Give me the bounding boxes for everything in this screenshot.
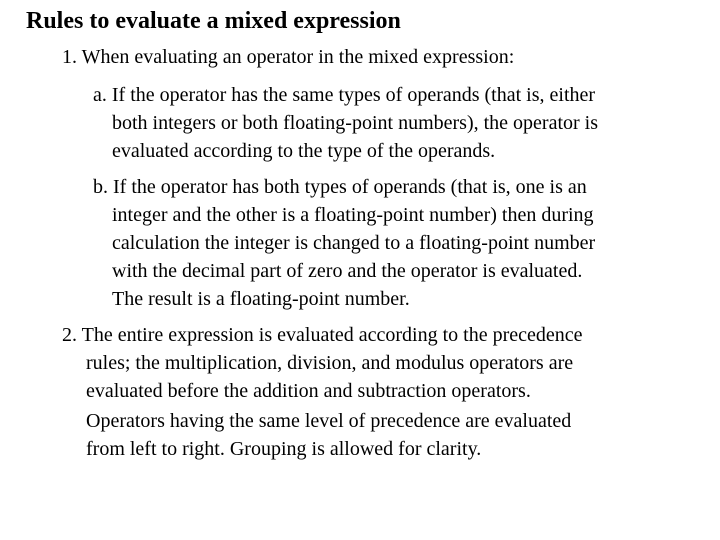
rule-1a-line-2: both integers or both floating-point numbers), the operator is: [112, 112, 599, 134]
rule-2-line-1: 2. The entire expression is evaluated according to the precedence: [62, 324, 583, 346]
rule-2-line-3: evaluated before the addition and subtraction operators.: [86, 380, 531, 402]
rule-1b-line-5: The result is a floating-point number.: [112, 288, 410, 310]
rule-2-line-4: Operators having the same level of precedence are evaluated: [86, 410, 572, 432]
slide-title: Rules to evaluate a mixed expression: [26, 8, 401, 34]
rule-1b-line-4: with the decimal part of zero and the operator is evaluated.: [112, 260, 583, 282]
rule-2-line-5: from left to right. Grouping is allowed for clarity.: [86, 438, 482, 460]
rule-1-line-1: 1. When evaluating an operator in the mixed expression:: [62, 46, 515, 68]
rule-1a-line-3: evaluated according to the type of the operands.: [112, 140, 496, 162]
rule-1b-line-1: b. If the operator has both types of operands (that is, one is an: [93, 176, 587, 198]
rule-1b-line-3: calculation the integer is changed to a floating-point number: [112, 232, 596, 254]
rule-2-line-2: rules; the multiplication, division, and modulus operators are: [86, 352, 574, 374]
rule-1b-line-2: integer and the other is a floating-point number) then during: [112, 204, 594, 226]
rule-1a-line-1: a. If the operator has the same types of operands (that is, either: [93, 84, 596, 106]
